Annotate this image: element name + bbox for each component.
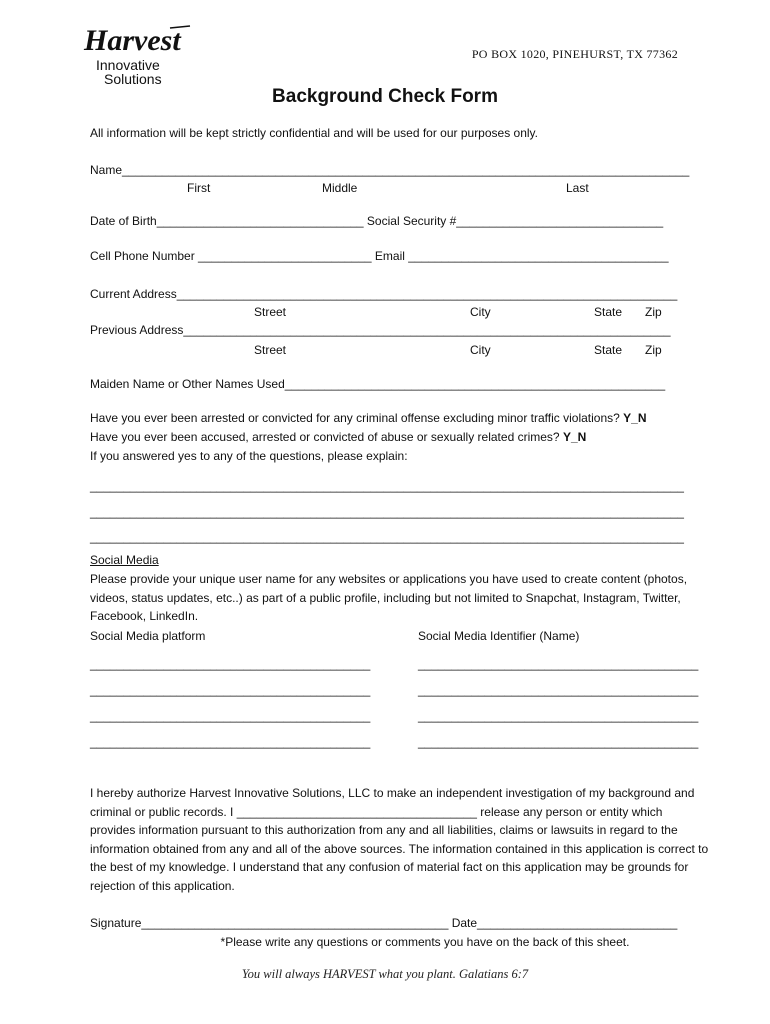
explain-line-1[interactable]: _________________________________________________________________________________________ [90,479,684,493]
social-identifier-line-3[interactable]: __________________________________________ [418,709,699,723]
phone-email-field[interactable]: Cell Phone Number __________________________ Email _______________________________________ [90,249,669,263]
social-platform-line-2[interactable]: __________________________________________ [90,683,371,697]
question-criminal-offense-answer[interactable]: Y_N [623,411,647,425]
first-name-label: First [187,181,211,195]
authorization-paragraph: I hereby authorize Harvest Innovative Solutions, LLC to make an independent investigation of my background and criminal or public records. I ____________________________________ release any person or entity which provides information pursuant to this authorization from any and all liabilities, claims or lawsuits in regard to the information obtained from any and all of the above sources. The information contained in this application is correct to the best of my knowledge. I understand that any confusion of material fact on this application may be grounds for rejection of this application. [90,786,709,893]
signature-date-field[interactable]: Signature______________________________________________ Date______________________________ [90,916,678,930]
explain-line-2[interactable]: _________________________________________________________________________________________ [90,505,684,519]
last-name-label: Last [566,181,589,195]
logo-word-innovative: Innovative [96,57,160,73]
social-media-heading: Social Media [90,553,159,567]
question-abuse-answer[interactable]: Y_N [562,430,587,444]
social-platform-line-3[interactable]: __________________________________________ [90,709,371,723]
question-abuse [90,430,586,444]
current-city-label: City [470,305,491,319]
question-criminal-offense-text: Have you ever been arrested or convicted for any criminal offense excluding minor traffic violations? [90,411,620,425]
current-address-field[interactable]: Current Address___________________________________________________________________________ [90,287,678,301]
social-platform-header: Social Media platform [90,629,206,643]
social-identifier-line-1[interactable]: __________________________________________ [418,657,699,671]
name-field[interactable]: Name_____________________________________________________________________________________ [90,163,690,177]
confidentiality-notice: All information will be kept strictly confidential and will be used for our purposes only. [90,126,538,140]
current-zip-label: Zip [645,305,662,319]
logo-word-solutions: Solutions [104,71,162,87]
logo-word-harvest: Harvest [84,24,181,57]
dob-ssn-field[interactable]: Date of Birth_______________________________ Social Security #_______________________________ [90,214,664,228]
previous-zip-label: Zip [645,343,662,357]
current-street-label: Street [254,305,287,319]
previous-address-field[interactable]: Previous Address_________________________________________________________________________ [90,323,671,337]
current-state-label: State [594,305,623,319]
maiden-name-field[interactable]: Maiden Name or Other Names Used_________________________________________________________ [90,377,666,391]
social-identifier-line-2[interactable]: __________________________________________ [418,683,699,697]
social-identifier-line-4[interactable]: __________________________________________ [418,735,699,749]
form-title: Background Check Form [272,86,498,107]
logo-graphic [82,20,202,88]
explain-prompt: If you answered yes to any of the questions, please explain: [90,449,408,463]
previous-city-label: City [470,343,491,357]
social-identifier-header: Social Media Identifier (Name) [418,629,580,643]
social-platform-line-1[interactable]: __________________________________________ [90,657,371,671]
footer-verse: You will always HARVEST what you plant. Galatians 6:7 [241,967,529,981]
previous-state-label: State [594,343,623,357]
social-platform-line-4[interactable]: __________________________________________ [90,735,371,749]
company-address: PO BOX 1020, PINEHURST, TX 77362 [471,47,678,61]
middle-name-label: Middle [322,181,358,195]
social-media-instructions: Please provide your unique user name for any websites or applications you have used to create content (photos, videos, status updates, etc..) as part of a public profile, including but not limited to Snapchat, Instagram, Twitter, Facebook, LinkedIn. [90,572,688,624]
explain-line-3[interactable]: _________________________________________________________________________________________ [90,530,684,544]
question-abuse-text: Have you ever been accused, arrested or convicted of abuse or sexually related crimes? [90,430,560,444]
back-of-sheet-note: *Please write any questions or comments you have on the back of this sheet. [220,935,630,949]
harvest-logo [82,20,202,88]
previous-street-label: Street [254,343,287,357]
question-criminal-offense [90,411,647,425]
